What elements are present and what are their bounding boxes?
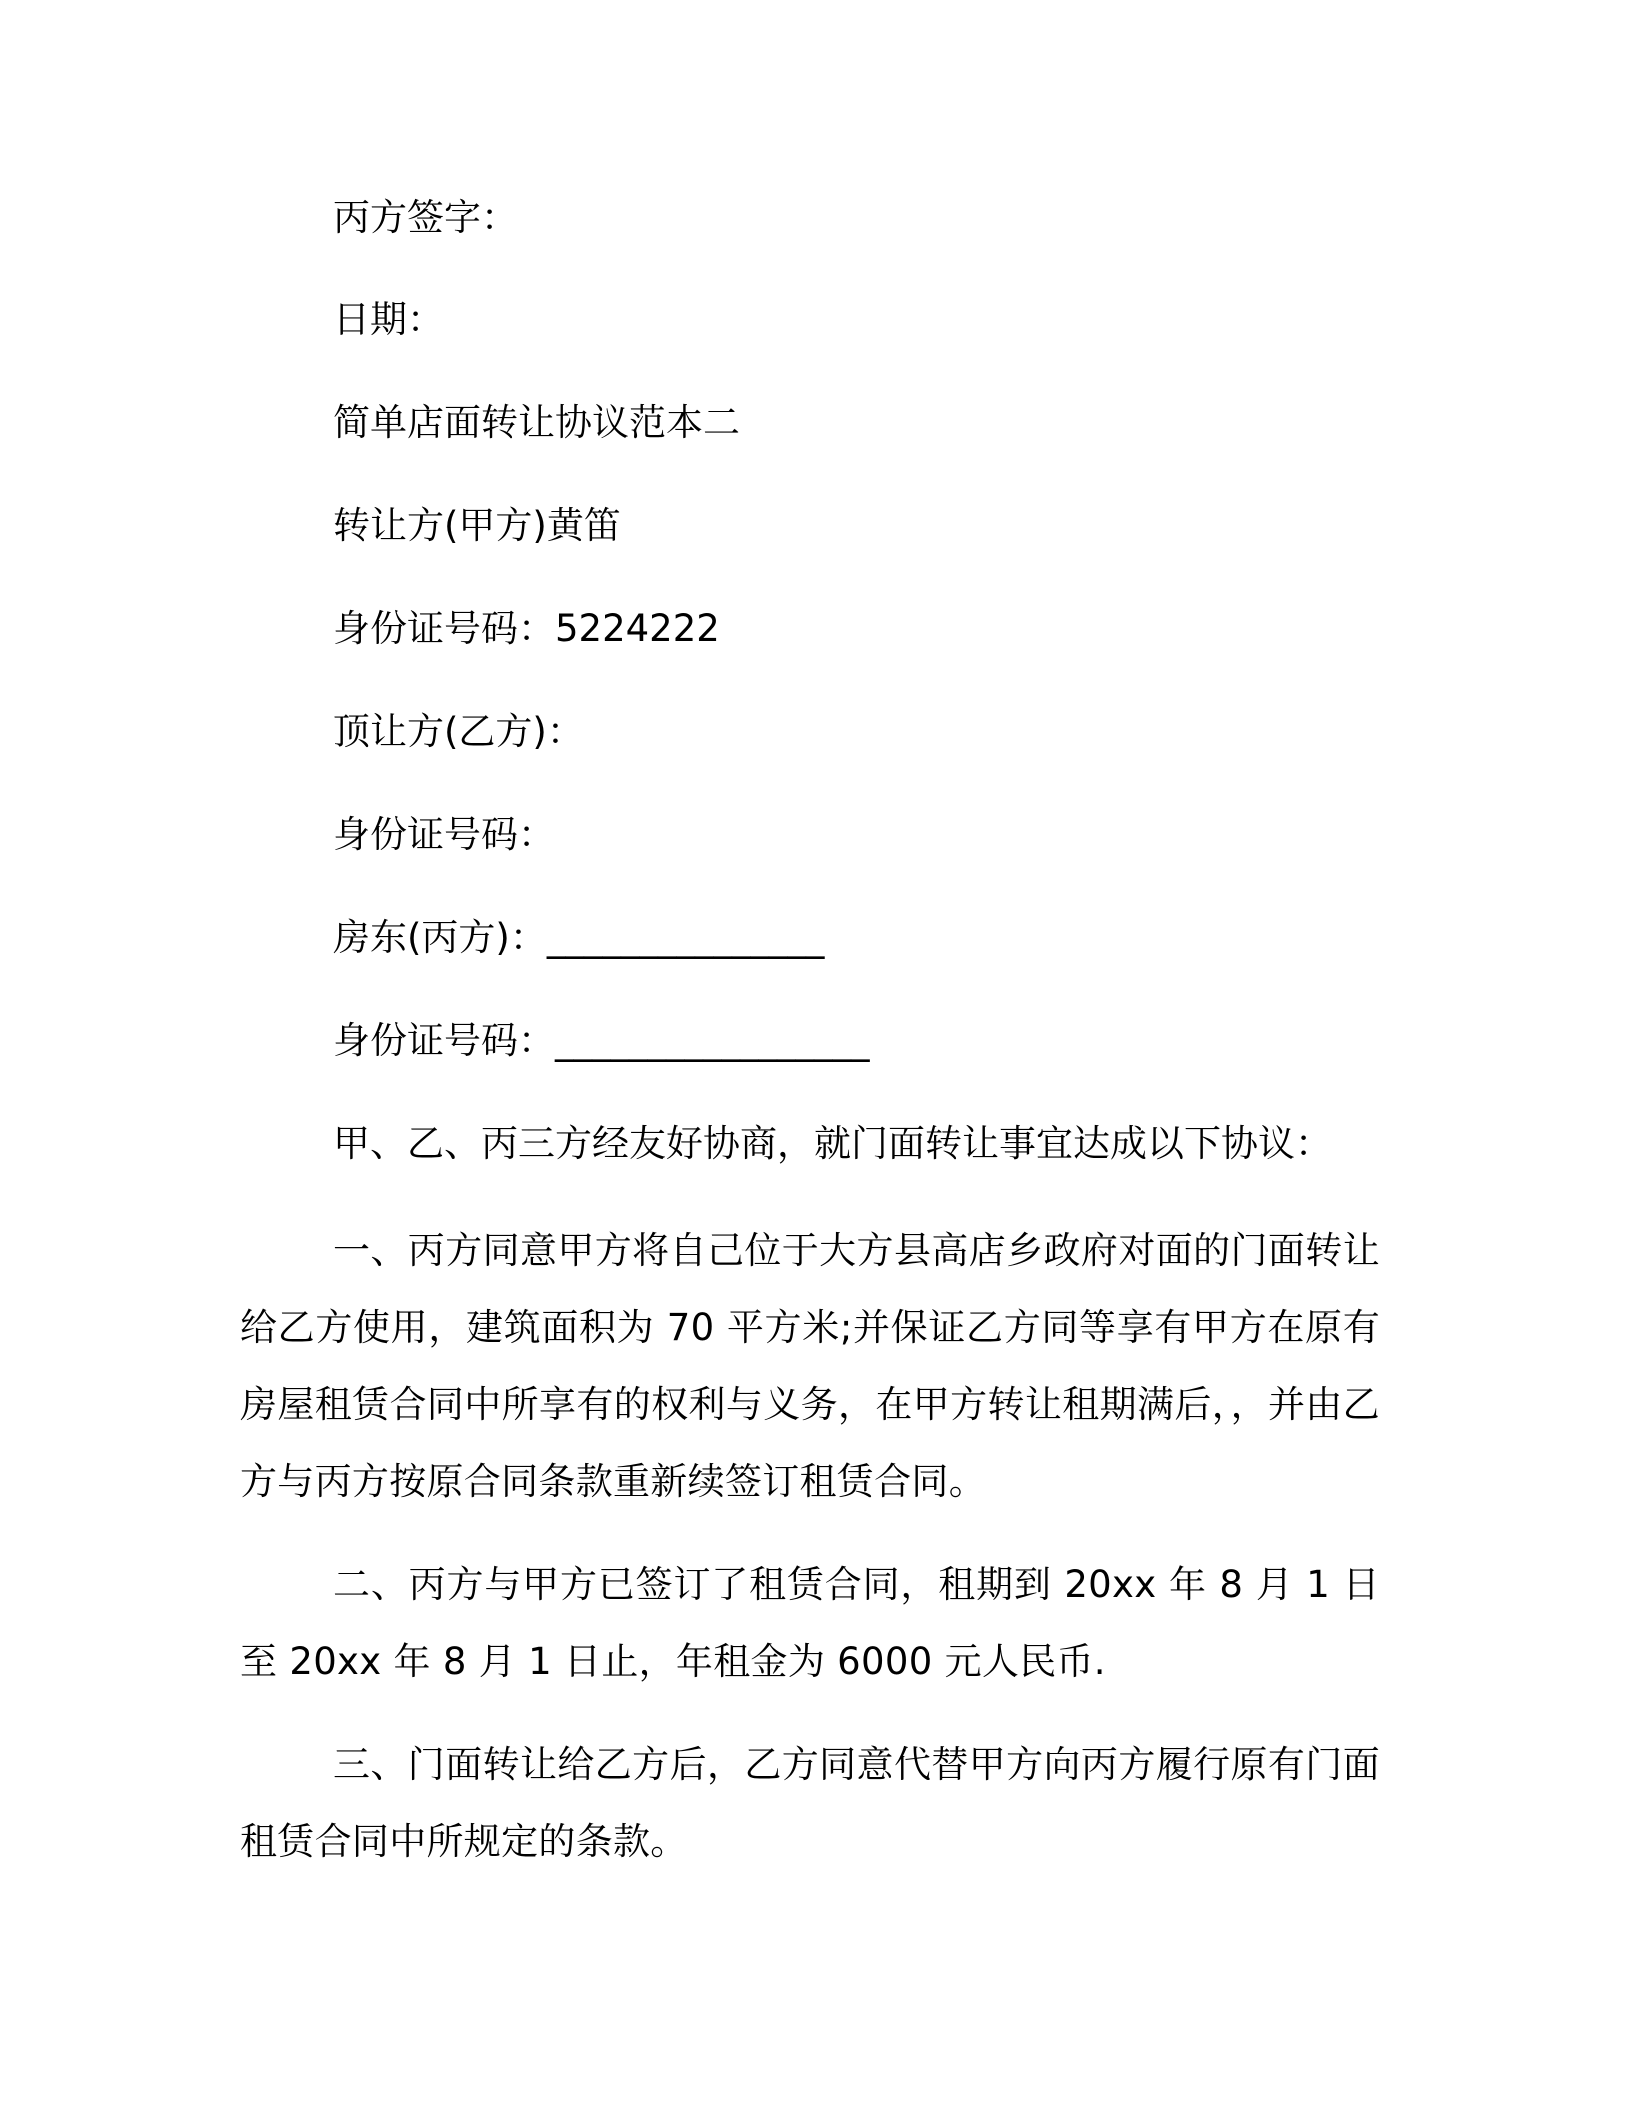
date-line: 日期： [333, 298, 444, 341]
landlord-id-line: 身份证号码：_________________ [333, 1019, 870, 1062]
transferee-line: 顶让方(乙方)： [333, 710, 584, 753]
transferee-id-line: 身份证号码： [333, 813, 555, 856]
intro-line: 甲、乙、丙三方经友好协商，就门面转让事宜达成以下协议： [333, 1122, 1332, 1165]
clause-three: 三、门面转让给乙方后，乙方同意代替甲方向丙方履行原有门面租赁合同中所规定的条款。 [240, 1743, 1380, 1863]
landlord-line: 房东(丙方)：_______________ [333, 916, 825, 959]
party-c-signature-line: 丙方签字： [333, 196, 518, 239]
transferor-id-line: 身份证号码：5224222 [333, 607, 720, 650]
clause-two: 二、丙方与甲方已签订了租赁合同，租期到 20xx 年 8 月 1 日至 20xx 年 8 月 1 日止，年租金为 6000 元人民币. [240, 1563, 1380, 1683]
clause-one: 一、丙方同意甲方将自己位于大方县高店乡政府对面的门面转让给乙方使用，建筑面积为 70 平方米;并保证乙方同等享有甲方在原有房屋租赁合同中所享有的权利与义务，在甲方转让租期满后，，并由乙方与丙方按原合同条款重新续签订租赁合同。 [240, 1229, 1380, 1503]
transferor-line: 转让方(甲方)黄笛 [333, 504, 621, 547]
agreement-title: 简单店面转让协议范本二 [333, 401, 740, 444]
